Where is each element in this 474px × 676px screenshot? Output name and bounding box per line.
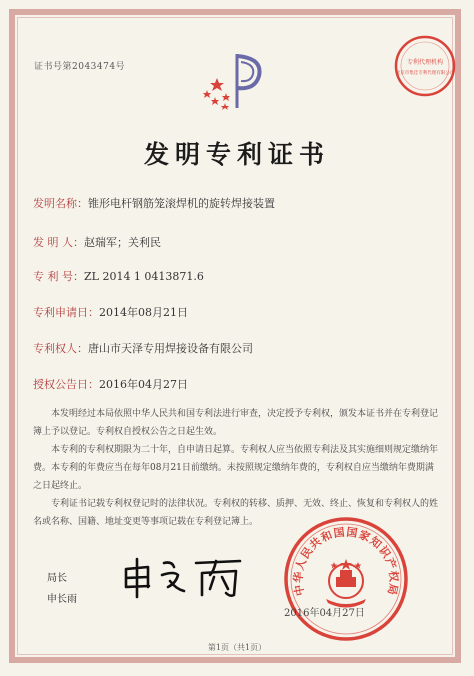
grant-date-label: 授权公告日： xyxy=(33,378,99,391)
invention-name-row xyxy=(33,195,275,211)
page-number: 第1页（共1页） xyxy=(207,643,267,652)
commissioner-title: 局长 xyxy=(47,573,67,584)
agency-seal-inner-text: 专利代理机构 xyxy=(406,59,444,66)
certificate-body xyxy=(33,405,441,531)
patentee-row xyxy=(33,340,253,356)
filing-date-label: 专利申请日： xyxy=(33,306,99,319)
agency-seal-icon xyxy=(393,34,457,98)
body-paragraph-3: 专利证书记载专利权登记时的法律状况。专利权的转移、质押、无效、终止、恢复和专利权人的姓名或名称、国籍、地址变更等事项记载在专利登记簿上。 xyxy=(33,499,439,527)
patentee-value: 唐山市天泽专用焊接设备有限公司 xyxy=(88,342,253,355)
commissioner-name: 申长雨 xyxy=(47,594,77,605)
inventor-value: 赵瑞军；关利民 xyxy=(84,236,161,249)
grant-date-row xyxy=(33,376,188,392)
national-ip-seal-icon xyxy=(282,515,410,643)
invention-name-value: 锥形电杆钢筋笼滚焊机的旋转焊接装置 xyxy=(88,197,275,210)
patent-number-row xyxy=(33,268,204,284)
seal-date: 2016年04月27日 xyxy=(284,608,365,619)
agency-seal-name: 北京市集佳专利代理有限公司 xyxy=(395,71,455,76)
certificate-title: 发明专利证书 xyxy=(143,140,330,169)
patentee-label: 专利权人： xyxy=(33,342,88,355)
cnipa-logo-icon xyxy=(201,50,273,110)
body-paragraph-1: 本发明经过本局依照中华人民共和国专利法进行审查，决定授予专利权，颁发本证书并在专利登记簿上予以登记。专利权自授权公告之日起生效。 xyxy=(33,409,439,437)
grant-date-value: 2016年04月27日 xyxy=(99,378,188,391)
filing-date-row xyxy=(33,304,188,320)
filing-date-value: 2014年08月21日 xyxy=(99,306,188,319)
patent-number-value: ZL 2014 1 0413871.6 xyxy=(84,270,204,283)
body-paragraph-2: 本专利的专利权期限为二十年，自申请日起算。专利权人应当依照专利法及其实施细则规定缴纳年费。本专利的年费应当在每年08月21日前缴纳。未按照规定缴纳年费的，专利权自应当缴纳年费期满之日起终止。 xyxy=(33,445,439,491)
certificate-number: 证书号第2043474号 xyxy=(34,62,126,72)
invention-name-label: 发明名称： xyxy=(33,197,88,210)
inventor-row xyxy=(33,234,161,250)
patent-number-label: 专 利 号： xyxy=(33,270,84,283)
handwritten-signature xyxy=(118,553,248,601)
seal-arc-text: 中华人民共和国国家知识产权局 xyxy=(291,525,401,597)
inventor-label: 发 明 人： xyxy=(33,236,84,249)
